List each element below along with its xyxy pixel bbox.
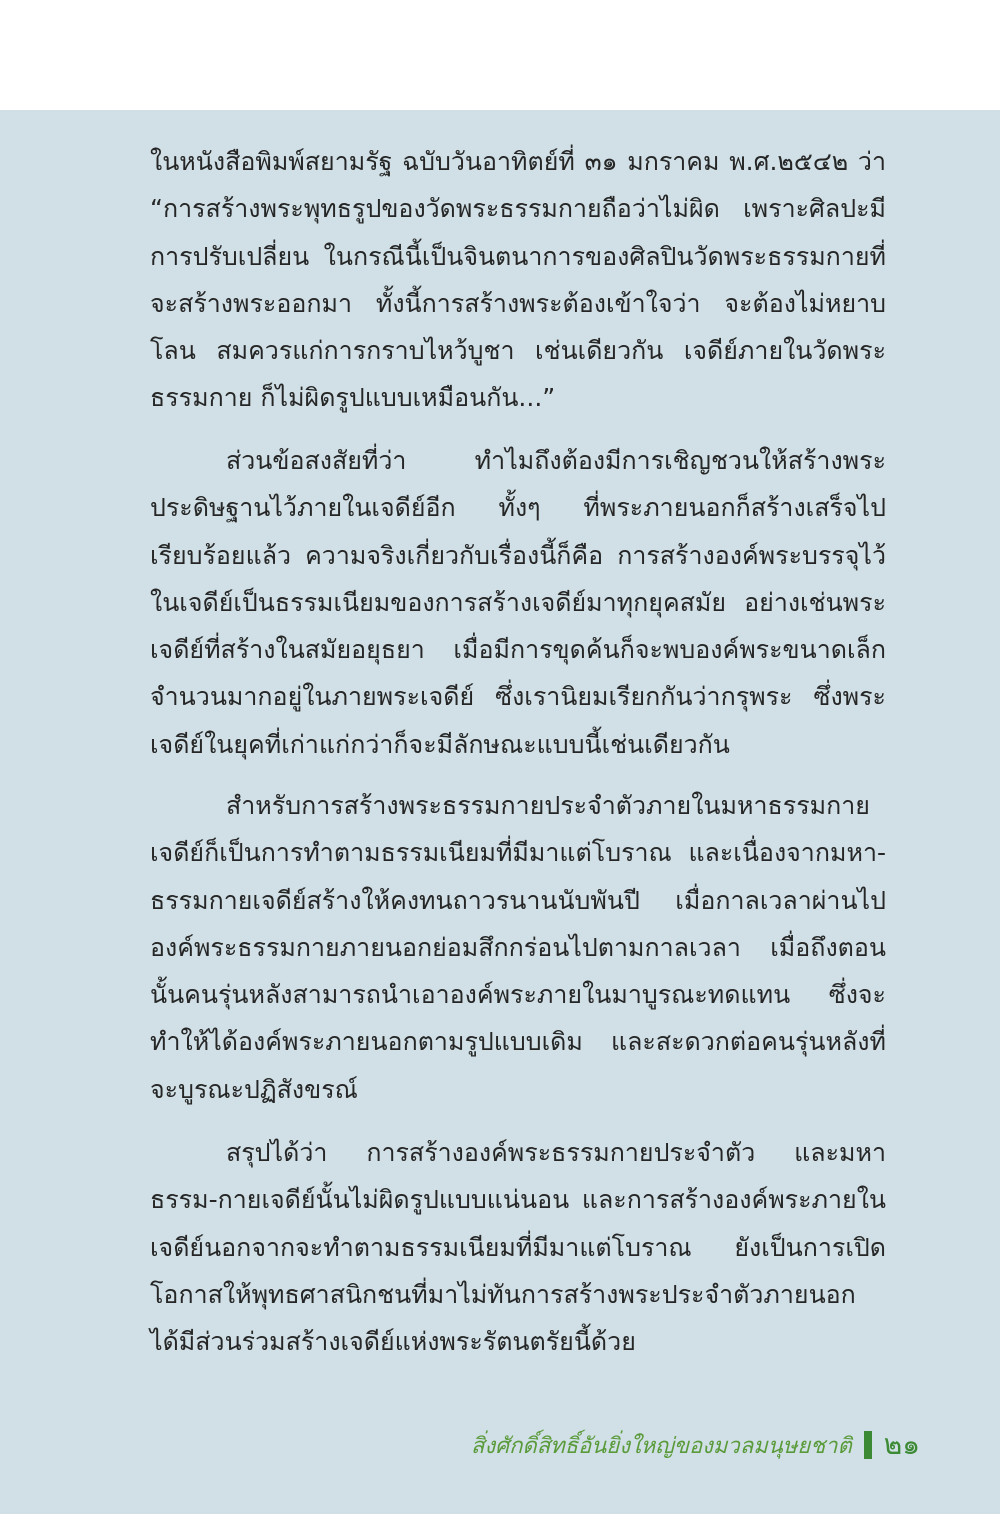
page-footer [471, 1423, 920, 1467]
paragraph-newspaper-quote: ในหนังสือพิมพ์สยามรัฐ ฉบับวันอาทิตย์ที่ ๓๑ มกราคม พ.ศ.๒๕๔๒ ว่า “การสร้างพระพุทธรูปของวัดพระธรรมกายถือว่าไม่ผิด เพราะศิลปะมีการปรับเปลี่ยน ในกรณีนี้เป็นจินตนาการของศิลปินวัดพระธรรมกายที่จะสร้างพระออกมา ทั้งนี้การสร้างพระต้องเข้าใจว่า จะต้องไม่หยาบโลน สมควรแก่การกราบไหว้บูชา เช่นเดียวกัน เจดีย์ภายในวัดพระธรรมกาย ก็ไม่ผิดรูปแบบเหมือนกัน...” [150, 147, 886, 413]
running-title: สิ่งศักดิ์สิทธิ์อันยิ่งใหญ่ของมวลมนุษยชาติ [470, 1433, 852, 1459]
top-margin [0, 0, 1000, 110]
paragraph-tradition-explanation: สำหรับการสร้างพระธรรมกายประจำตัวภายในมหาธรรมกายเจดีย์ก็เป็นการทำตามธรรมเนียมที่มีมาแต่โบราณ และเนื่องจากมหา-ธรรมกายเจดีย์สร้างให้คงทนถาวรนานนับพันปี เมื่อกาลเวลาผ่านไปองค์พระธรรมกายภายนอกย่อมสึกกร่อนไปตามกาลเวลา เมื่อถึงตอนนั้นคนรุ่นหลังสามารถนำเอาองค์พระภายในมาบูรณะทดแทน ซึ่งจะทำให้ได้องค์พระภายนอกตามรูปแบบเดิม และสะดวกต่อคนรุ่นหลังที่จะบูรณะปฏิสังขรณ์ [150, 791, 886, 1104]
paragraph-conclusion: สรุปได้ว่า การสร้างองค์พระธรรมกายประจำตัว และมหาธรรม-กายเจดีย์นั้นไม่ผิดรูปแบบแน่นอน และการสร้างองค์พระภายในเจดีย์นอกจากจะทำตามธรรมเนียมที่มีมาแต่โบราณ ยังเป็นการเปิดโอกาสให้พุทธศาสนิกชนที่มาไม่ทันการสร้างพระประจำตัวภายนอก ได้มีส่วนร่วมสร้างเจดีย์แห่งพระรัตนตรัยนี้ด้วย [150, 1138, 886, 1357]
paragraph-inner-statues-question: ส่วนข้อสงสัยที่ว่า ทำไมถึงต้องมีการเชิญชวนให้สร้างพระประดิษฐานไว้ภายในเจดีย์อีก ทั้งๆ ที่พระภายนอกก็สร้างเสร็จไปเรียบร้อยแล้ว ความจริงเกี่ยวกับเรื่องนี้ก็คือ การสร้างองค์พระบรรจุไว้ในเจดีย์เป็นธรรมเนียมของการสร้างเจดีย์มาทุกยุคสมัย อย่างเช่นพระเจดีย์ที่สร้างในสมัยอยุธยา เมื่อมีการขุดค้นก็จะพบองค์พระขนาดเล็กจำนวนมากอยู่ในภายพระเจดีย์ ซึ่งเรานิยมเรียกกันว่ากรุพระ ซึ่งพระเจดีย์ในยุคที่เก่าแก่กว่าก็จะมีลักษณะแบบนี้เช่นเดียวกัน [150, 446, 886, 759]
footer-separator-bar [864, 1431, 872, 1459]
page-number: ๒๑ [883, 1428, 920, 1461]
